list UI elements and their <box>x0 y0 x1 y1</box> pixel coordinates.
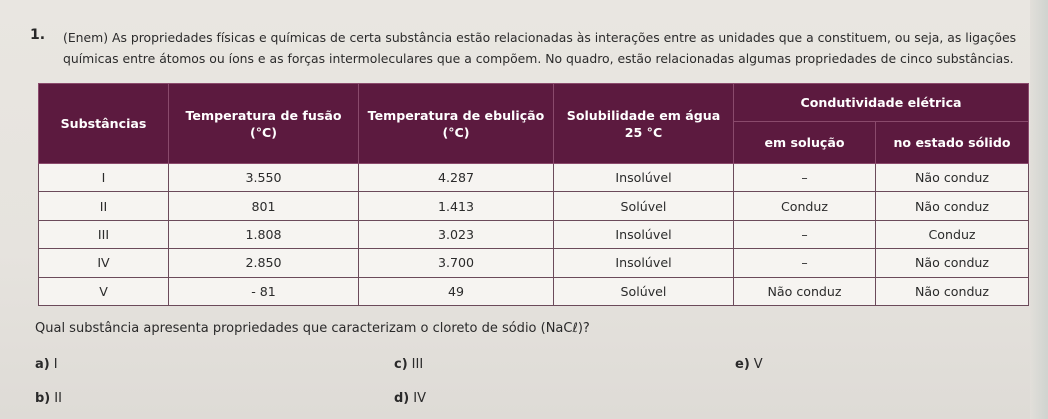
cell-estado-solido: Não conduz <box>876 164 1029 192</box>
cell-substancia: IV <box>39 249 169 277</box>
cell-substancia: III <box>39 220 169 248</box>
cell-em-solucao: – <box>734 249 876 277</box>
cell-substancia: I <box>39 164 169 192</box>
header-fusao: Temperatura de fusão (°C) <box>169 84 359 164</box>
option-a[interactable] <box>35 357 58 372</box>
cell-substancia: II <box>39 192 169 220</box>
table-row <box>39 249 1029 277</box>
option-letter: e) <box>735 357 750 372</box>
cell-ebulicao: 1.413 <box>359 192 554 220</box>
cell-solubilidade: Insolúvel <box>554 249 734 277</box>
cell-ebulicao: 49 <box>359 277 554 305</box>
cell-ebulicao: 3.700 <box>359 249 554 277</box>
table-row <box>39 220 1029 248</box>
header-substancias: Substâncias <box>39 84 169 164</box>
table-row <box>39 277 1029 305</box>
option-e[interactable] <box>735 357 763 372</box>
option-letter: c) <box>394 357 408 372</box>
table-row <box>39 164 1029 192</box>
option-text: II <box>54 391 62 406</box>
cell-ebulicao: 3.023 <box>359 220 554 248</box>
cell-fusao: 1.808 <box>169 220 359 248</box>
option-b[interactable] <box>35 391 62 406</box>
cell-fusao: 801 <box>169 192 359 220</box>
option-text: III <box>411 357 424 372</box>
cell-substancia: V <box>39 277 169 305</box>
question-number: 1. <box>30 27 46 43</box>
cell-em-solucao: Não conduz <box>734 277 876 305</box>
cell-fusao: 2.850 <box>169 249 359 277</box>
question-text: (Enem) As propriedades físicas e químicas de certa substância estão relacionadas às interações entre as unidades que a constituem, ou seja, as ligações químicas entre átomos ou íons e as forças intermoleculares que a compõem. No quadro, estão relacionadas algumas propriedades de cinco substâncias. <box>63 30 1017 66</box>
header-solubilidade: Solubilidade em água 25 °C <box>554 84 734 164</box>
cell-em-solucao: – <box>734 164 876 192</box>
cell-estado-solido: Não conduz <box>876 192 1029 220</box>
header-ebulicao: Temperatura de ebulição (°C) <box>359 84 554 164</box>
table-row <box>39 192 1029 220</box>
cell-estado-solido: Não conduz <box>876 249 1029 277</box>
cell-fusao: 3.550 <box>169 164 359 192</box>
header-em-solucao: em solução <box>734 122 876 164</box>
option-text: V <box>753 357 763 372</box>
cell-solubilidade: Solúvel <box>554 277 734 305</box>
option-text: I <box>53 357 58 372</box>
cell-fusao: - 81 <box>169 277 359 305</box>
page-edge <box>1030 0 1048 419</box>
cell-em-solucao: – <box>734 220 876 248</box>
option-c[interactable] <box>394 357 423 372</box>
option-d[interactable] <box>394 391 426 406</box>
header-condutividade: Condutividade elétrica <box>734 84 1029 122</box>
cell-ebulicao: 4.287 <box>359 164 554 192</box>
header-estado-solido: no estado sólido <box>876 122 1029 164</box>
option-text: IV <box>413 391 426 406</box>
properties-table <box>38 83 1029 306</box>
cell-solubilidade: Insolúvel <box>554 220 734 248</box>
cell-solubilidade: Insolúvel <box>554 164 734 192</box>
cell-estado-solido: Não conduz <box>876 277 1029 305</box>
question-prompt: Qual substância apresenta propriedades que caracterizam o cloreto de sódio (NaCℓ)? <box>35 321 590 336</box>
cell-em-solucao: Conduz <box>734 192 876 220</box>
cell-solubilidade: Solúvel <box>554 192 734 220</box>
cell-estado-solido: Conduz <box>876 220 1029 248</box>
option-letter: a) <box>35 357 50 372</box>
option-letter: d) <box>394 391 410 406</box>
option-letter: b) <box>35 391 51 406</box>
